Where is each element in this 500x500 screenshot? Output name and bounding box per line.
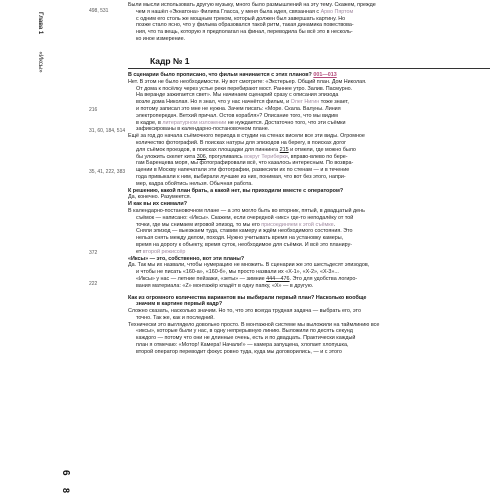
text-line: В календарно-постановочном плане — а это могло быть во вторник, пятый, в двадцатый день xyxy=(128,207,365,214)
text-line: мер, кадра обойтись нельзя. Обычная работа. xyxy=(136,180,253,187)
text-line: электропередач. Ветхий причал. Остов корабля»? Описание того, что мы видим xyxy=(136,112,338,119)
question: К решению, какой план брать, а какой нет, вы приходили вместе с оператором? xyxy=(128,187,344,194)
text-line: съёмок — написано: «Иксы». Скажем, если очередной «икс» где-то неподалёку от той xyxy=(136,214,354,221)
cross-reference[interactable]: 306 xyxy=(196,153,206,160)
margin-note: 498, 531 xyxy=(89,8,109,14)
text-line: план я отмечаю: «Мотор! Камера! Начали!» — камера запущена, хлопает хлопушка, xyxy=(136,342,349,349)
text-line: каждого — потому что они не длинные очень, есть и по двадцать. Практически каждый xyxy=(136,335,356,342)
text-line: года привыкали к ним, выбирали лучшие из них, понимая, что вот без этого, напри- xyxy=(136,173,346,180)
section-title: Кадр № 1 xyxy=(150,56,190,66)
text-line: с одним его столь же мощным треком, который должен был завершать картину. Но xyxy=(136,15,346,22)
inline-link[interactable]: присоединяем к этой съёмке xyxy=(261,221,334,228)
cross-reference[interactable]: 444—476 xyxy=(266,275,290,282)
text-line: и чтобы не писать «160-а», «160-б», мы просто назвали их «Х-1», «Х-2», «Х-3»... xyxy=(136,269,339,276)
text-line: в кадре, в литературном изложении не нуждается. Достаточно того, что эти съёмки xyxy=(136,119,346,126)
chapter-title: «Иксы» xyxy=(37,51,43,73)
inline-link[interactable]: Арво Пяртом xyxy=(320,8,354,15)
section-divider xyxy=(128,68,490,69)
page-number: 6 xyxy=(60,470,71,476)
chapter-label: Глава 1 xyxy=(37,12,43,35)
text-line: точки, где мы снимаем игровой эпизод, то мы его присоединяем к этой съёмке. xyxy=(136,221,336,228)
text-line: количество фотографий. В поисках натуры для эпизодов на берегу, в поисках догог xyxy=(136,139,347,146)
text-line: Да. Так мы их назвали, чтобы нумерацию не множить. В сценарии же это шестьдесят эпизодов, xyxy=(128,262,370,269)
question: значим в картине первый кадр? xyxy=(136,301,223,308)
text-line: время на дорогу к объекту, время суток, необходимое для съёмки. И всё это планиру- xyxy=(136,241,353,248)
text-line: точно. Так же, как и последний. xyxy=(136,314,215,321)
text-line: Сложно сказать, насколько значим. Но то, что это всегда трудная задача — выбрать его, это xyxy=(128,308,361,315)
inline-link[interactable]: литературном изложении xyxy=(162,119,227,126)
inline-link[interactable]: Олег Нигин xyxy=(290,99,320,106)
text-line: возле дома Николая. Но я знал, что у нас начнётся фильм, и Олег Нигин тоже знает, xyxy=(136,99,349,106)
text-line: для съёмок проездов, в поисках площадки для пиннинга 215 и отмели, где можно было xyxy=(136,146,356,153)
cross-reference[interactable]: 215 xyxy=(279,146,289,153)
text-line: щении в Москву напечатали эти фотографии, развесили их по стенам — и в течение xyxy=(136,167,350,174)
margin-note: 31, 60, 184, 514 xyxy=(89,128,126,134)
text-line: Сняли эпизод — выезжаем туда, ставим камеру и ждём необходимого состояния. Это xyxy=(136,228,353,235)
text-line: На веранде зажигается свет». Мы начинаем сценарий сразу с описания эпизода xyxy=(136,92,339,99)
margin-note: 216 xyxy=(89,107,98,113)
text-line: ко иное измерение. xyxy=(136,35,186,42)
text-line: чем я нашёл «Экнатона» Филипа Гласса, у меня была идея, связанная с Арво Пяртом xyxy=(136,8,354,15)
margin-note: 372 xyxy=(89,250,98,256)
text-line: ния, что та вещь, которую я предполагал на финал, переводила бы всё это в несколь- xyxy=(136,29,353,36)
text-line: Технически это выглядело довольно просто. В монтажной системе мы выложили на таймлинию все xyxy=(128,321,380,328)
text-line: «иксы», которые были у нас, в одну непрерывную линию. Выложили по десять секунд xyxy=(136,328,353,335)
text-line: вания материала: «Z» монтажёр кладёт в одну папку, «Х» — в другую. xyxy=(136,282,314,289)
intro-paragraph xyxy=(128,2,490,43)
page-number-bottom: 8 xyxy=(61,488,71,494)
text-line: «Иксы» у нас — летние пейзажи, «зеты» — зимние 444—476. Это для удобства логиро- xyxy=(136,275,358,282)
inline-link[interactable]: второй режиссёр xyxy=(142,248,186,255)
cross-reference[interactable]: 001—013 xyxy=(313,72,337,78)
margin-note: 35, 41, 222, 383 xyxy=(89,169,126,175)
text-line: и потому записал это мне не нужна. Зачем писать: «Море. Скала. Валуны. Линия xyxy=(136,105,341,112)
text-line: нельзя снять между делом, походя. Нужно учитывать время на установку камеры, xyxy=(136,235,344,242)
text-line: зафиксированы в календарно-постановочном плане. xyxy=(136,126,270,133)
text-line: От дома к посёлку через устье реки перебирают мост. Раннее утро. Залив. Пасмурно. xyxy=(136,85,353,92)
running-head xyxy=(37,12,43,73)
main-text xyxy=(128,72,490,356)
question: «Иксы» — это, собственно, вот эти планы? xyxy=(128,255,245,262)
text-line: второй оператор переводит фокус ровно туда, куда мы договорились, — и с этого xyxy=(136,348,342,355)
question: В сценарии было прописано, что фильм начинается с этих планов? 001—013 xyxy=(128,72,337,78)
question: Как из огромного количества вариантов вы выбирали первый план? Насколько вообще xyxy=(128,294,367,301)
text-line: бы уложить скелет кита 306, прогуливаясь вокруг Териберки, вправо-влево по бере- xyxy=(136,153,348,160)
text-line: Ещё за год до начала съёмочного периода в студии на стенах висели все эти виды. Огромное xyxy=(128,133,365,140)
text-line: гам Баренцева моря, мы фотографировали всё, что казалось интересным. По возвра- xyxy=(136,160,354,167)
text-line: Нет. В этом не было необходимости. Ну вот смотрите: «Экстерьер. Общий план. Дом Николая. xyxy=(128,78,367,85)
text-line: ет второй режиссёр xyxy=(136,248,186,255)
text-line: Да, конечно. Разумеется. xyxy=(128,194,192,201)
margin-note: 222 xyxy=(89,281,98,287)
inline-link[interactable]: вокруг Териберки xyxy=(244,153,288,160)
text-line: позже стало ясно, что у фильма образовался такой ритм, такая динамика повествова- xyxy=(136,22,354,29)
text-line: Были мысли использовать другую музыку, много было размышлений на эту тему. Скажем, прежде xyxy=(128,2,376,8)
question: И как вы их снимали? xyxy=(128,201,188,208)
